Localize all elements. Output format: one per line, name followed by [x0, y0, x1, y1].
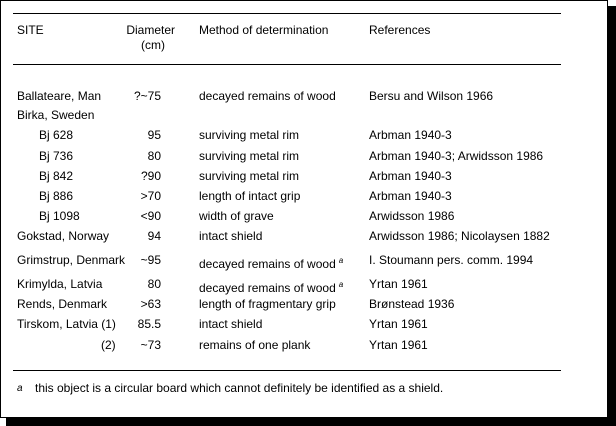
method-cell: surviving metal rim: [199, 149, 300, 163]
method-cell: decayed remains of wood: [199, 89, 336, 103]
reference-cell: I. Stoumann pers. comm. 1994: [369, 253, 534, 267]
footnote-marker: a: [338, 256, 344, 265]
diameter-cell: ~95: [140, 253, 161, 267]
diameter-cell: 95: [147, 128, 161, 142]
diameter-cell: >63: [140, 297, 161, 311]
site-cell: (2): [101, 338, 116, 352]
site-cell: Bj 628: [39, 128, 74, 142]
header-diameter: Diameter: [126, 23, 175, 37]
site-cell: Bj 736: [39, 149, 74, 163]
footnote-marker: a: [338, 280, 344, 289]
reference-cell: Arbman 1940-3: [369, 169, 452, 183]
method-cell: length of fragmentary grip: [199, 297, 336, 311]
site-cell: Bj 1098: [39, 209, 80, 223]
method-cell: intact shield: [199, 229, 263, 243]
drop-shadow-bottom: [6, 418, 616, 426]
header-diameter-unit: (cm): [141, 38, 165, 52]
header-references: References: [369, 23, 431, 37]
header-method: Method of determination: [199, 23, 329, 37]
method-text: decayed remains of wood: [199, 257, 336, 271]
reference-cell: Brønstead 1936: [369, 297, 455, 311]
site-cell: Bj 886: [39, 189, 74, 203]
header-rule: [13, 64, 561, 65]
reference-cell: Arwidsson 1986: [369, 209, 455, 223]
diameter-cell: ?~75: [133, 89, 161, 103]
method-cell: [199, 253, 343, 272]
footnote-text: this object is a circular board which cannot definitely be identified as a shield.: [35, 381, 444, 395]
method-cell: surviving metal rim: [199, 169, 300, 183]
site-cell: Birka, Sweden: [17, 108, 95, 122]
diameter-cell: >70: [140, 189, 161, 203]
method-cell: intact shield: [199, 317, 263, 331]
diameter-cell: 94: [147, 229, 161, 243]
method-cell: remains of one plank: [199, 338, 311, 352]
reference-cell: Yrtan 1961: [369, 277, 428, 291]
bottom-rule: [13, 370, 561, 371]
method-cell: [199, 277, 343, 296]
method-text: decayed remains of wood: [199, 281, 336, 295]
site-cell: Gokstad, Norway: [17, 229, 110, 243]
reference-cell: Arbman 1940-3: [369, 189, 452, 203]
reference-cell: Arwidsson 1986; Nicolaysen 1882: [369, 229, 550, 243]
diameter-cell: 80: [147, 277, 161, 291]
diameter-cell: ~73: [140, 338, 161, 352]
header-site: SITE: [17, 23, 44, 37]
site-cell: Grimstrup, Denmark: [17, 253, 126, 267]
drop-shadow-right: [608, 6, 616, 426]
reference-cell: Yrtan 1961: [369, 317, 428, 331]
site-cell: Bj 842: [39, 169, 74, 183]
footnote-mark: a: [17, 383, 23, 394]
reference-cell: Yrtan 1961: [369, 338, 428, 352]
diameter-cell: <90: [140, 209, 161, 223]
reference-cell: Arbman 1940-3; Arwidsson 1986: [369, 149, 544, 163]
site-cell: Ballateare, Man: [17, 89, 102, 103]
reference-cell: Arbman 1940-3: [369, 128, 452, 142]
site-cell: Rends, Denmark: [17, 297, 108, 311]
diameter-cell: ?90: [140, 169, 161, 183]
method-cell: surviving metal rim: [199, 128, 300, 142]
reference-cell: Bersu and Wilson 1966: [369, 89, 494, 103]
method-cell: length of intact grip: [199, 189, 301, 203]
method-cell: width of grave: [199, 209, 274, 223]
site-cell: Krimylda, Latvia: [17, 277, 103, 291]
site-cell: Tirskom, Latvia (1): [17, 317, 116, 331]
diameter-cell: 85.5: [137, 317, 161, 331]
top-rule: [13, 13, 561, 14]
diameter-cell: 80: [147, 149, 161, 163]
